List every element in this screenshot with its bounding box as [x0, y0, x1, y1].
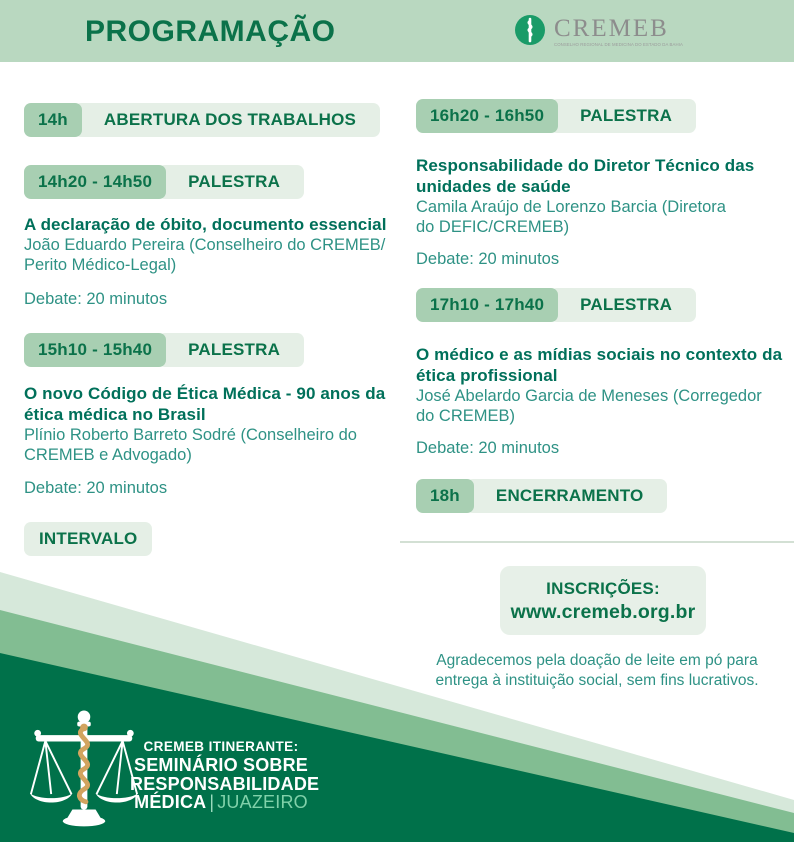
inscriptions-url: www.cremeb.org.br: [510, 601, 696, 623]
session-row: [24, 165, 386, 199]
footer-separator: |: [209, 792, 215, 812]
time-chip: 18h: [416, 479, 474, 513]
session-row: [24, 333, 386, 367]
talk-speaker: [24, 425, 386, 465]
inscriptions-box: [500, 566, 706, 635]
talk-title-line: O novo Código de Ética Médica - 90 anos da: [24, 384, 386, 403]
time-chip: 15h10 - 15h40: [24, 333, 166, 367]
footer-line: RESPONSABILIDADE: [130, 773, 320, 794]
footer-title-block: [130, 737, 320, 812]
logo-text: [554, 14, 794, 52]
talk-title-line: unidades de saúde: [416, 177, 571, 196]
donation-note: [402, 651, 792, 690]
talk-speaker: [24, 235, 386, 275]
talk-title-line: ética profissional: [416, 366, 558, 385]
talk-title: [416, 344, 784, 386]
talk: [24, 383, 386, 498]
session-row: [416, 288, 784, 322]
talk-debate: Debate: 20 minutos: [24, 479, 168, 497]
talk-speaker-line: José Abelardo Garcia de Meneses (Corregedor: [416, 387, 762, 405]
logo-tagline: CONSELHO REGIONAL DE MEDICINA DO ESTADO DA BAHIA: [554, 42, 683, 47]
donation-note-line: entrega à instituição social, sem fins lucrativos.: [435, 671, 759, 689]
talk-speaker-line: João Eduardo Pereira (Conselheiro do CREMEB/: [24, 236, 386, 254]
scales-of-justice-icon: [28, 708, 140, 828]
talk-title: [24, 214, 386, 235]
footer-medica: MÉDICA: [134, 792, 207, 812]
rod-of-asclepius-icon: [514, 14, 546, 46]
footer-line: SEMINÁRIO SOBRE: [133, 755, 309, 775]
logo-name: CREMEB: [554, 15, 669, 42]
session-row: [416, 99, 784, 133]
talk-title: [416, 155, 784, 197]
talk-debate: Debate: 20 minutos: [416, 250, 560, 268]
talk-debate: Debate: 20 minutos: [24, 290, 168, 308]
session-label-chip: ENCERRAMENTO: [466, 479, 668, 513]
talk-debate: Debate: 20 minutos: [416, 439, 560, 457]
footer-kicker: CREMEB ITINERANTE:: [143, 739, 299, 754]
talk: [416, 344, 784, 458]
talk-speaker-line: do CREMEB): [416, 407, 516, 425]
talk: [416, 155, 784, 269]
talk-title: [24, 383, 386, 425]
session-row: [416, 479, 784, 513]
footer-line: [130, 793, 312, 812]
session-label-chip: ABERTURA DOS TRABALHOS: [74, 103, 380, 137]
talk-speaker: [416, 197, 784, 237]
session-label-chip: PALESTRA: [158, 165, 304, 199]
talk-title-line: O médico e as mídias sociais no contexto da: [416, 345, 783, 364]
session-row: [24, 103, 386, 137]
talk-title-line: ética médica no Brasil: [24, 405, 206, 424]
talk-speaker-line: Perito Médico-Legal): [24, 256, 177, 274]
time-chip: 14h: [24, 103, 82, 137]
talk-speaker-line: do DEFIC/CREMEB): [416, 218, 570, 236]
time-chip: 16h20 - 16h50: [416, 99, 558, 133]
session-label-chip: PALESTRA: [550, 99, 696, 133]
talk-speaker: [416, 386, 784, 426]
footer-city: JUAZEIRO: [217, 792, 308, 812]
page-title: PROGRAMAÇÃO: [85, 15, 336, 48]
cremeb-logo: [514, 14, 794, 52]
interval-chip: INTERVALO: [24, 522, 152, 556]
session-label-chip: PALESTRA: [158, 333, 304, 367]
talk: [24, 214, 386, 309]
schedule-column-left: [24, 103, 386, 556]
session-row: [24, 522, 386, 556]
talk-title-line: A declaração de óbito, documento essencial: [24, 215, 387, 234]
talk-speaker-line: Plínio Roberto Barreto Sodré (Conselheiro do: [24, 426, 357, 444]
talk-speaker-line: CREMEB e Advogado): [24, 446, 192, 464]
time-chip: 17h10 - 17h40: [416, 288, 558, 322]
talk-speaker-line: Camila Araújo de Lorenzo Barcia (Diretora: [416, 198, 726, 216]
divider: [400, 541, 794, 543]
donation-note-line: Agradecemos pela doação de leite em pó para: [436, 652, 758, 669]
schedule-column-right: [416, 99, 784, 513]
talk-title-line: Responsabilidade do Diretor Técnico das: [416, 156, 755, 175]
inscriptions-label: INSCRIÇÕES:: [546, 579, 660, 598]
time-chip: 14h20 - 14h50: [24, 165, 166, 199]
session-label-chip: PALESTRA: [550, 288, 696, 322]
